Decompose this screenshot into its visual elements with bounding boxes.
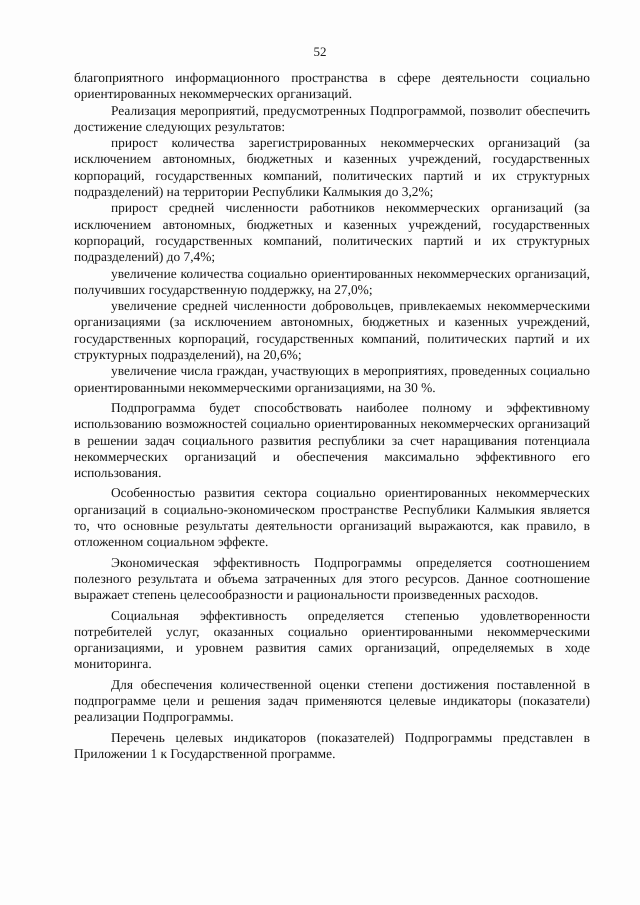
paragraph-indicators-list: Перечень целевых индикаторов (показателей) Подпрограммы представлен в Приложении 1 к Государственной программе.	[74, 729, 590, 761]
paragraph-subprogram-contribution: Подпрограмма будет способствовать наиболее полному и эффективному использованию возможностей социально ориентированных некоммерческих организаций в решении задач социального развития республики за счет наращивания потенциала некоммерческих организаций и обеспечения максимально эффективного его использования.	[74, 399, 590, 481]
page-number: 52	[313, 44, 327, 59]
result-item-volunteers: увеличение средней численности добровольцев, привлекаемых некоммерческими организациями (за исключением автономных, бюджетных и казенных учреждений, государственных корпораций, государственных компаний, политических партий и их структурных подразделений), на 20,6%;	[74, 298, 590, 363]
paragraph-indicators: Для обеспечения количественной оценки степени достижения поставленной в подпрограмме цели и решения задач применяются целевые индикаторы (показатели) реализации Подпрограммы.	[74, 676, 590, 725]
paragraph-results-intro: Реализация мероприятий, предусмотренных Подпрограммой, позволит обеспечить достижение следующих результатов:	[74, 102, 590, 134]
document-body	[74, 70, 590, 762]
paragraph-continuation: благоприятного информационного пространства в сфере деятельности социально ориентированных некоммерческих организаций.	[74, 70, 590, 102]
result-item-citizens: увеличение числа граждан, участвующих в мероприятиях, проведенных социально ориентированными некоммерческими организациями, на 30 %.	[74, 363, 590, 395]
paragraph-sector-feature: Особенностью развития сектора социально ориентированных некоммерческих организаций в социально-экономическом пространстве Республики Калмыкия является то, что основные результаты деятельности организаций выражаются, как правило, в отложенном социальном эффекте.	[74, 485, 590, 550]
result-item-supported-nko: увеличение количества социально ориентированных некоммерческих организаций, получивших государственную поддержку, на 27,0%;	[74, 265, 590, 297]
paragraph-social-efficiency: Социальная эффективность определяется степенью удовлетворенности потребителей услуг, оказанных социально ориентированными некоммерческими организациями, и уровнем развития самих организаций, определяемых в ходе мониторинга.	[74, 607, 590, 672]
result-item-registered-nko: прирост количества зарегистрированных некоммерческих организаций (за исключением автономных, бюджетных и казенных учреждений, государственных корпораций, государственных компаний, политических партий и их структурных подразделений) на территории Республики Калмыкия до 3,2%;	[74, 135, 590, 200]
result-item-workers: прирост средней численности работников некоммерческих организаций (за исключением автономных, бюджетных и казенных учреждений, государственных корпораций, государственных компаний, политических партий и их структурных подразделений) до 7,4%;	[74, 200, 590, 265]
paragraph-economic-efficiency: Экономическая эффективность Подпрограммы определяется соотношением полезного результата и объема затраченных для этого ресурсов. Данное соотношение выражает степень целесообразности и рациональности произведенных расходов.	[74, 554, 590, 603]
